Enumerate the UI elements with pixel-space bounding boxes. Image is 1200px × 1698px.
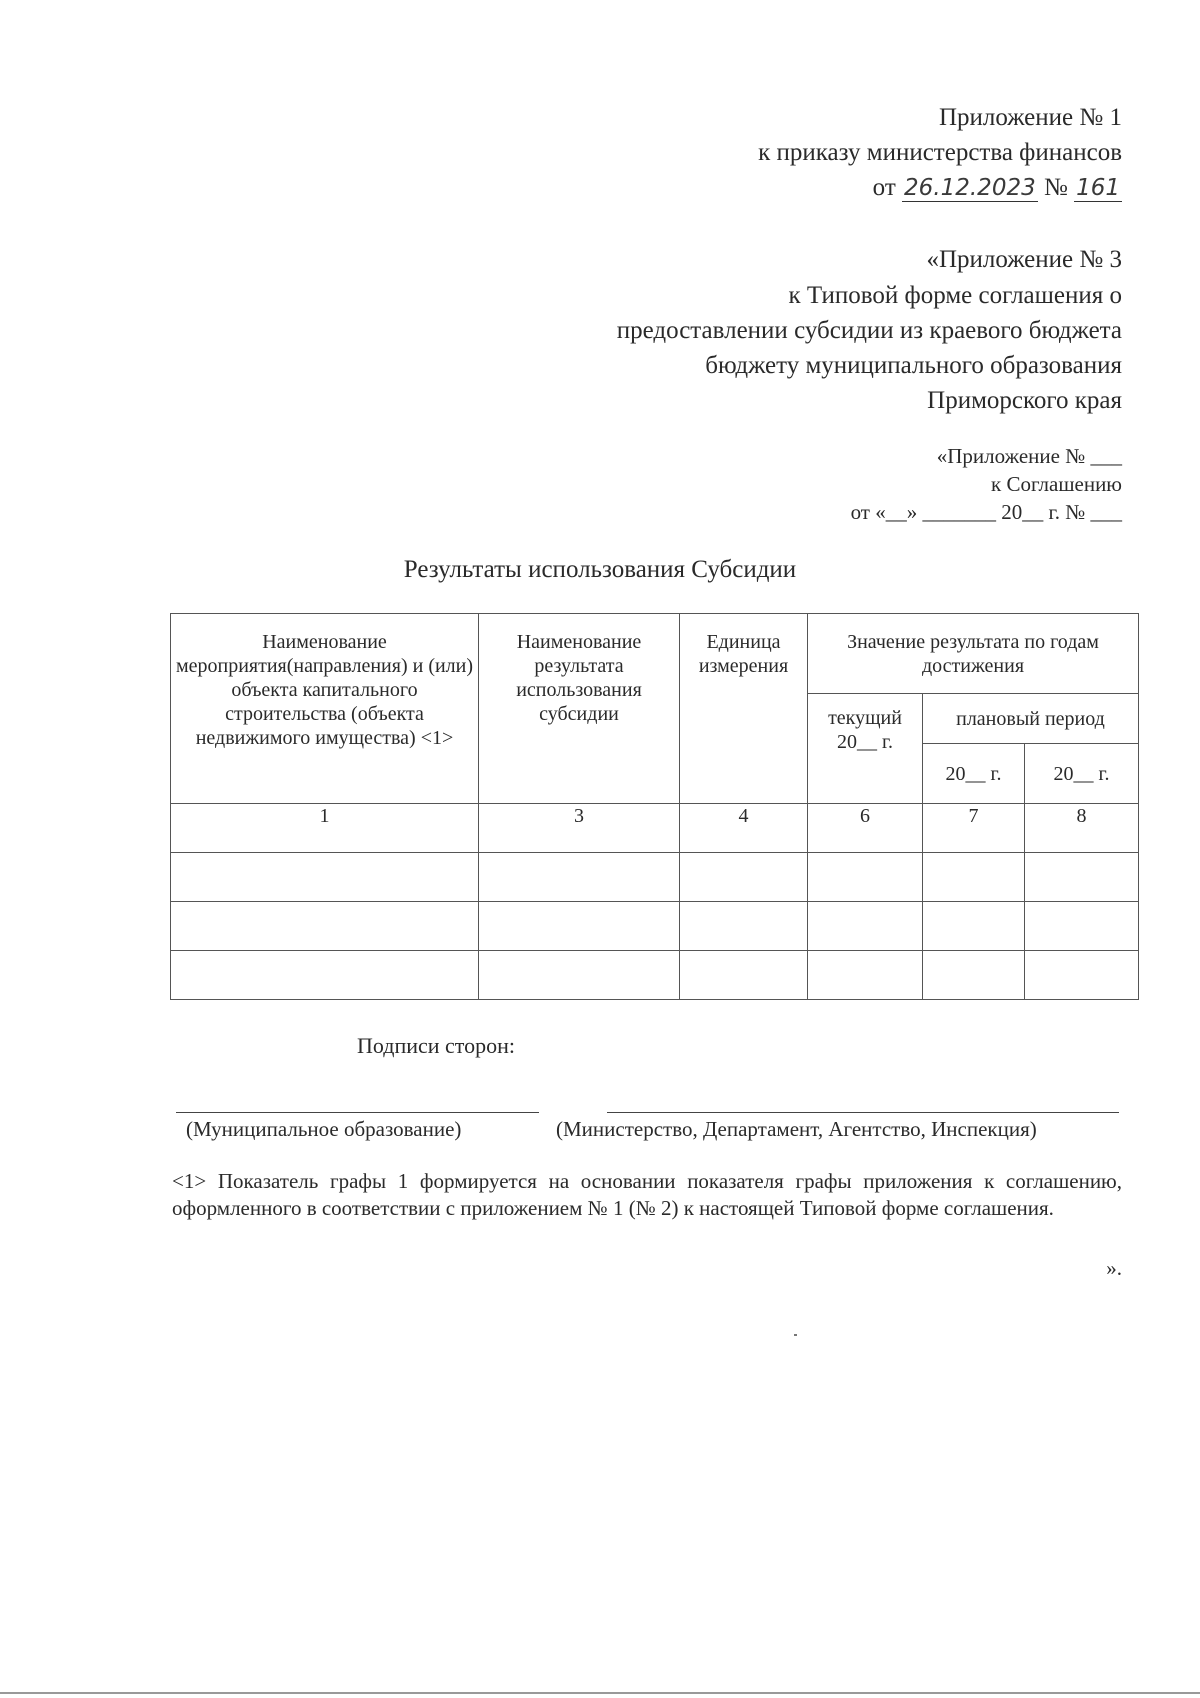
table-cell [808,853,923,902]
footnote: <1> Показатель графы 1 формируется на основании показателя графы приложения к соглашению, оформленного в соответствии с приложением № 1 (№ 2) к настоящей Типовой форме соглашения. [172,1169,1122,1220]
agreement-appendix-line3: от «__» _______ 20__ г. № ___ [850,500,1122,524]
signature-line-municipality [176,1112,539,1113]
closing-quote: ». [1106,1256,1122,1280]
table-cell [171,853,479,902]
header-values-by-year: Значение результата по годам достижения [808,614,1139,694]
column-numbers-row [171,804,1139,853]
table-cell [1025,951,1139,1000]
table-cell [808,902,923,951]
document-title: Результаты использования Субсидии [403,556,797,583]
results-table [170,613,1139,1000]
table-cell [680,853,808,902]
table-cell [923,951,1025,1000]
column-number: 8 [1025,804,1139,853]
form-appendix-line1: «Приложение № 3 [926,246,1122,273]
order-appendix-line1: Приложение № 1 [938,104,1122,131]
header-activity-name: Наименование мероприятия(направления) и (или) объекта капитального строительства (объекта недвижимого имущества) <1> [171,614,479,804]
table-header-row [171,614,1139,694]
header-planned-period: плановый период [923,694,1139,744]
table-row [171,902,1139,951]
column-number: 6 [808,804,923,853]
table-cell [923,902,1025,951]
handwritten-number: 161 [1076,175,1120,201]
table-cell [923,853,1025,902]
table-cell [479,902,680,951]
order-appendix-line2: к приказу министерства финансов [758,139,1122,166]
agreement-appendix-line1: «Приложение № ___ [936,444,1122,468]
form-appendix-line4: бюджету муниципального образования [705,352,1122,379]
handwritten-date: 26.12.2023 [904,175,1036,201]
table-cell [479,951,680,1000]
agreement-appendix-line2: к Соглашению [991,472,1122,496]
table-cell [171,902,479,951]
table-cell [479,853,680,902]
table-cell [680,902,808,951]
table-cell [1025,902,1139,951]
form-appendix-line5: Приморского края [927,387,1122,414]
order-date-line [873,174,1122,202]
header-planned-year-1: 20__ г. [923,744,1025,804]
scan-speck [794,1334,797,1336]
header-unit: Единица измерения [680,614,808,804]
header-current-year: текущий 20__ г. [808,694,923,804]
date-prefix: от [872,174,896,201]
column-number: 1 [171,804,479,853]
signature-caption-ministry: (Министерство, Департамент, Агентство, Инспекция) [556,1117,1037,1141]
table-cell [1025,853,1139,902]
form-appendix-line3: предоставлении субсидии из краевого бюджета [616,317,1122,344]
column-number: 7 [923,804,1025,853]
table-row [171,853,1139,902]
table-cell [808,951,923,1000]
column-number: 3 [479,804,680,853]
signatures-heading: Подписи сторон: [357,1033,516,1058]
header-result-name: Наименование результата использования субсидии [479,614,680,804]
signature-line-ministry [607,1112,1119,1113]
form-appendix-line2: к Типовой форме соглашения о [788,282,1122,309]
page-bottom-edge [0,1692,1200,1694]
signature-caption-municipality: (Муниципальное образование) [186,1117,462,1141]
number-sign: № [1043,174,1068,201]
column-number: 4 [680,804,808,853]
header-planned-year-2: 20__ г. [1025,744,1139,804]
table-cell [680,951,808,1000]
table-cell [171,951,479,1000]
table-row [171,951,1139,1000]
